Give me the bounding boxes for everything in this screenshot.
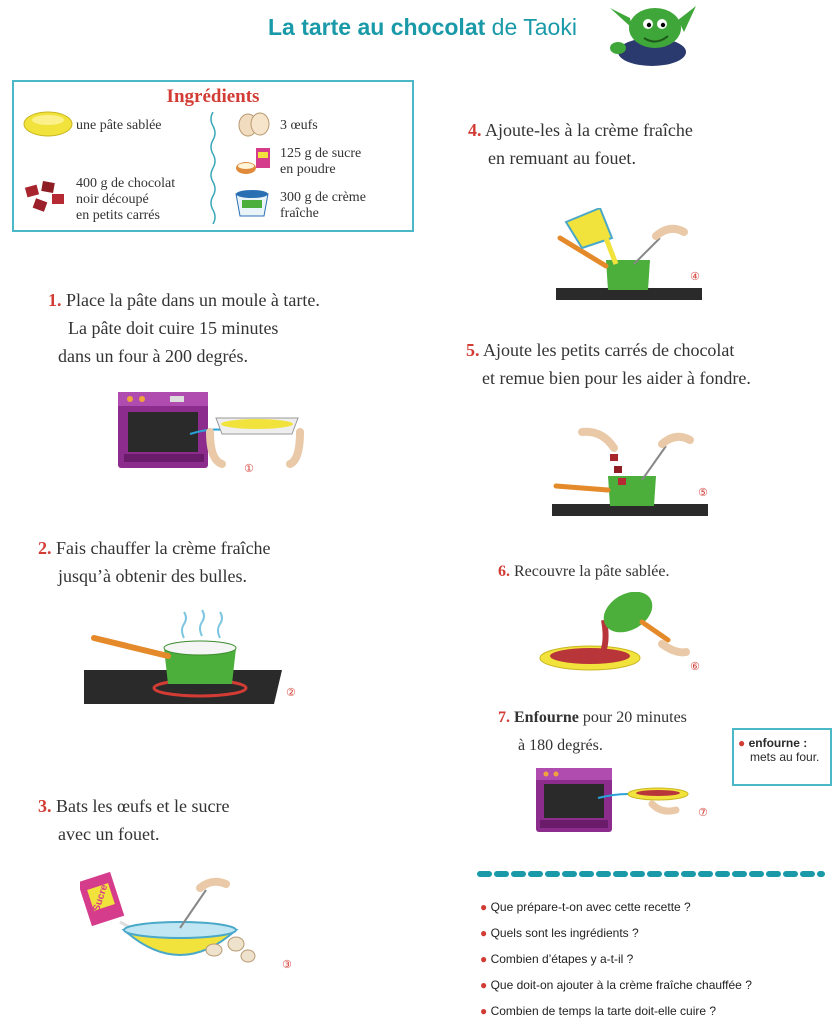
step-1: 1. Place la pâte dans un moule à tarte. La pâte doit cuire 15 minutes dans un four à 200 degrés.: [48, 290, 320, 366]
page-title: [268, 14, 577, 41]
adding-chocolate-illustration: [552, 424, 712, 518]
sugar-box-label: Sucre: [91, 883, 111, 914]
step-number: 6.: [498, 563, 510, 580]
chocolate-squares-icon: [22, 180, 72, 220]
note-term: enfourne :: [748, 736, 808, 750]
ingredient-cream: 300 g de crème fraîche: [280, 190, 366, 221]
step-2: 2. Fais chauffer la crème fraîche jusqu’à obtenir des bulles.: [38, 538, 271, 586]
taoki-mascot-icon: [600, 0, 700, 76]
step-3: 3. Bats les œufs et le sucre avec un fouet.: [38, 796, 230, 844]
step-6-marker: ⑥: [690, 660, 700, 673]
ingredient-pastry: une pâte sablée: [76, 118, 162, 133]
step-2-marker: ②: [286, 686, 296, 699]
ingredient-eggs: 3 œufs: [280, 118, 318, 133]
oven-with-tart-illustration: [114, 388, 314, 472]
question-item: ● Combien de temps la tarte doit-elle cuire ?: [480, 1004, 717, 1018]
step-5: 5. Ajoute les petits carrés de chocolat et remue bien pour les aider à fondre.: [466, 340, 751, 388]
vocabulary-note: [732, 728, 832, 786]
step-3-marker: ③: [282, 958, 292, 971]
note-bullet: ●: [738, 736, 746, 750]
question-item: ● Que prépare-t-on avec cette recette ?: [480, 900, 691, 914]
question-item: ● Que doit-on ajouter à la crème fraîche chauffée ?: [480, 978, 752, 992]
step-6: 6. Recouvre la pâte sablée.: [498, 563, 670, 580]
adding-eggs-to-cream-illustration: [556, 208, 706, 302]
ingredients-heading: Ingrédients: [166, 86, 260, 107]
step-7-marker: ⑦: [698, 806, 708, 819]
step-number: 5.: [466, 340, 480, 360]
step-4: 4. Ajoute-les à la crème fraîche en remuant au fouet.: [468, 120, 693, 168]
step-number: 1.: [48, 290, 62, 310]
title-part2: de Taoki: [491, 14, 577, 40]
pastry-dough-icon: [22, 108, 76, 138]
title-part1: La tarte au chocolat: [268, 14, 492, 40]
step-number: 7.: [498, 709, 510, 726]
step-number: 3.: [38, 796, 52, 816]
step-1-marker: ①: [244, 462, 254, 475]
cream-pot-icon: [232, 186, 272, 220]
ingredient-sugar: 125 g de sucre en poudre: [280, 146, 362, 177]
step-number: 4.: [468, 120, 482, 140]
ingredients-box: [12, 80, 414, 232]
step-7: 7. Enfourne pour 20 minutes à 180 degrés.: [498, 709, 687, 754]
dotted-divider: [476, 868, 826, 880]
step-5-marker: ⑤: [698, 486, 708, 499]
beating-eggs-illustration: [80, 868, 280, 972]
questions-list: [480, 900, 820, 1030]
question-item: ● Combien d’étapes y a-t-il ?: [480, 952, 634, 966]
wavy-divider: [208, 112, 218, 224]
question-item: ● Quels sont les ingrédients ?: [480, 926, 639, 940]
heating-cream-illustration: [84, 608, 284, 706]
eggs-icon: [236, 108, 272, 138]
covering-pastry-illustration: [538, 592, 698, 678]
oven-baking-illustration: [532, 764, 700, 836]
sugar-icon: [234, 144, 278, 178]
note-definition: mets au four.: [750, 750, 820, 764]
step-4-marker: ④: [690, 270, 700, 283]
ingredient-chocolate: 400 g de chocolat noir découpé en petits carrés: [76, 176, 176, 223]
step-number: 2.: [38, 538, 52, 558]
